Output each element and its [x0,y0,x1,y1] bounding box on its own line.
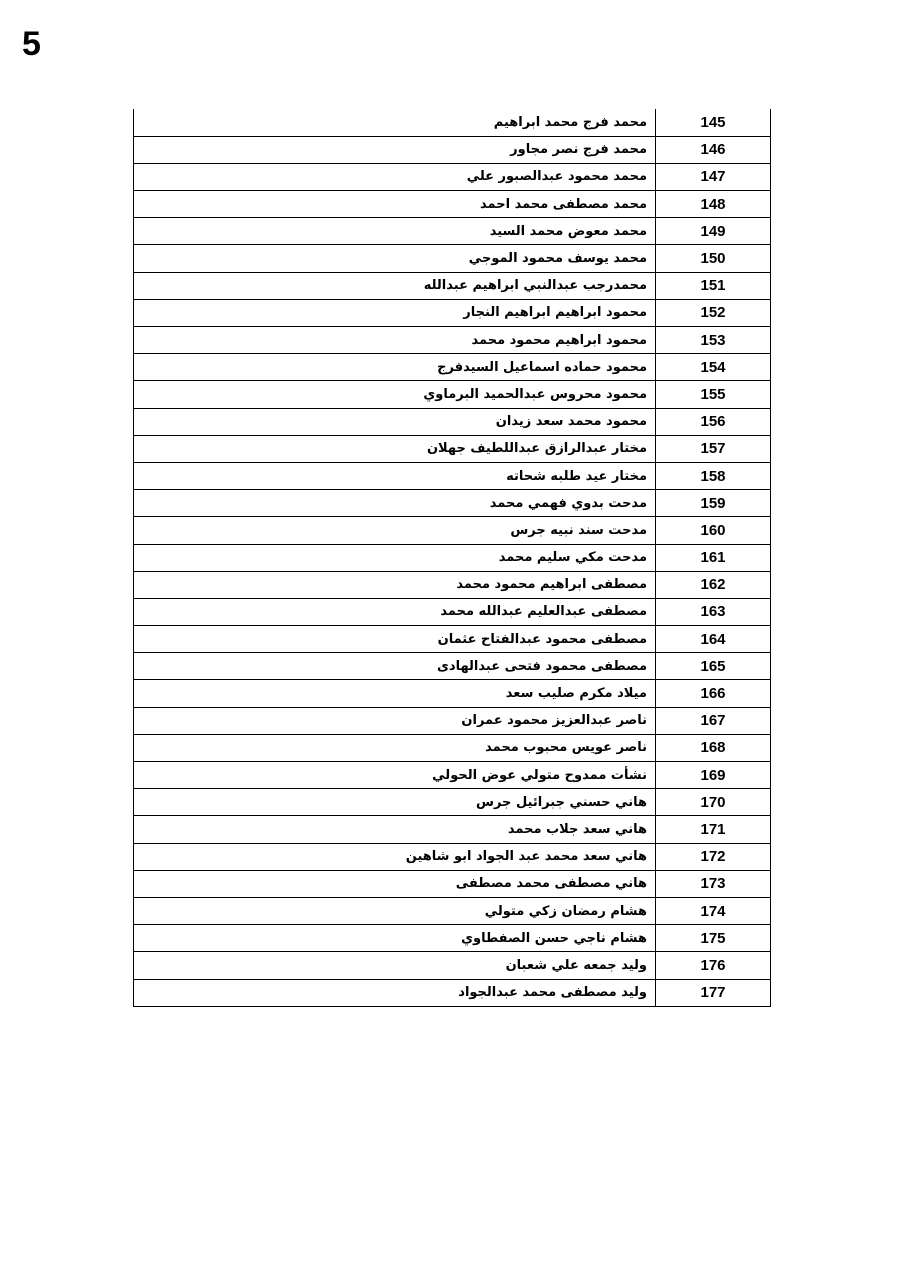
number-cell: 154 [656,354,771,381]
table-row [134,218,771,245]
table-row [134,925,771,952]
name-cell: وليد مصطفى محمد عبدالجواد [134,979,656,1006]
number-cell: 177 [656,979,771,1006]
name-cell: هشام رمضان زكي متولي [134,897,656,924]
name-cell: هاني سعد جلاب محمد [134,816,656,843]
table-row [134,544,771,571]
table-row [134,136,771,163]
number-cell: 167 [656,707,771,734]
number-cell: 176 [656,952,771,979]
table-row [134,598,771,625]
name-cell: هشام ناجي حسن الصفطاوي [134,925,656,952]
table-row [134,163,771,190]
number-cell: 150 [656,245,771,272]
table-row [134,299,771,326]
number-cell: 146 [656,136,771,163]
number-cell: 149 [656,218,771,245]
table-row [134,680,771,707]
name-cell: مدحت سند نبيه جرس [134,517,656,544]
page-number: 5 [22,25,41,63]
name-cell: مصطفى ابراهيم محمود محمد [134,571,656,598]
name-cell: مصطفى عبدالعليم عبدالله محمد [134,598,656,625]
number-cell: 173 [656,870,771,897]
table-row [134,517,771,544]
name-cell: ميلاد مكرم صليب سعد [134,680,656,707]
number-cell: 169 [656,762,771,789]
name-cell: ناصر عويس محبوب محمد [134,734,656,761]
name-cell: محمود حماده اسماعيل السيدفرج [134,354,656,381]
table-row [134,191,771,218]
number-cell: 145 [656,109,771,136]
name-cell: مختار عيد طلبه شحاته [134,462,656,489]
name-cell: محمود محمد سعد زيدان [134,408,656,435]
number-cell: 147 [656,163,771,190]
table-row [134,408,771,435]
number-cell: 162 [656,571,771,598]
name-cell: وليد جمعه علي شعبان [134,952,656,979]
table-row [134,354,771,381]
name-cell: مصطفى محمود عبدالفتاح عثمان [134,626,656,653]
number-cell: 174 [656,897,771,924]
number-cell: 165 [656,653,771,680]
table-row [134,843,771,870]
number-cell: 164 [656,626,771,653]
table-row [134,979,771,1006]
name-cell: مدحت بدوي فهمي محمد [134,490,656,517]
number-cell: 172 [656,843,771,870]
name-cell: محمود ابراهيم ابراهيم النجار [134,299,656,326]
table-row [134,272,771,299]
number-cell: 153 [656,327,771,354]
name-cell: ناصر عبدالعزيز محمود عمران [134,707,656,734]
table-row [134,435,771,462]
name-cell: محمد فرج نصر مجاور [134,136,656,163]
number-cell: 175 [656,925,771,952]
table-row [134,816,771,843]
names-table-body [134,109,771,1006]
number-cell: 151 [656,272,771,299]
table-row [134,626,771,653]
table-row [134,462,771,489]
table-row [134,897,771,924]
number-cell: 152 [656,299,771,326]
name-cell: محمد محمود عبدالصبور علي [134,163,656,190]
table-row [134,762,771,789]
number-cell: 160 [656,517,771,544]
name-cell: محمود محروس عبدالحميد البرماوي [134,381,656,408]
table-row [134,381,771,408]
table-row [134,109,771,136]
table-row [134,707,771,734]
table-row [134,952,771,979]
table-row [134,870,771,897]
table-row [134,571,771,598]
name-cell: محمد مصطفى محمد احمد [134,191,656,218]
table-row [134,734,771,761]
name-cell: محمد يوسف محمود الموجي [134,245,656,272]
name-cell: محمود ابراهيم محمود محمد [134,327,656,354]
number-cell: 156 [656,408,771,435]
number-cell: 157 [656,435,771,462]
name-cell: محمد فرج محمد ابراهيم [134,109,656,136]
number-cell: 155 [656,381,771,408]
table-row [134,789,771,816]
table-row [134,327,771,354]
number-cell: 163 [656,598,771,625]
number-cell: 161 [656,544,771,571]
number-cell: 158 [656,462,771,489]
number-cell: 148 [656,191,771,218]
name-cell: مدحت مكي سليم محمد [134,544,656,571]
names-table [133,109,771,1007]
name-cell: محمد معوض محمد السيد [134,218,656,245]
table-row [134,245,771,272]
name-cell: هاني حسني جبرائيل جرس [134,789,656,816]
number-cell: 168 [656,734,771,761]
name-cell: نشأت ممدوح متولي عوض الحولي [134,762,656,789]
table-row [134,490,771,517]
name-cell: مصطفى محمود فتحى عبدالهادى [134,653,656,680]
number-cell: 170 [656,789,771,816]
number-cell: 171 [656,816,771,843]
table-row [134,653,771,680]
name-cell: مختار عبدالرازق عبداللطيف جهلان [134,435,656,462]
name-cell: هاني مصطفى محمد مصطفى [134,870,656,897]
number-cell: 166 [656,680,771,707]
name-cell: هاني سعد محمد عبد الجواد ابو شاهين [134,843,656,870]
name-cell: محمدرجب عبدالنبي ابراهيم عبدالله [134,272,656,299]
number-cell: 159 [656,490,771,517]
